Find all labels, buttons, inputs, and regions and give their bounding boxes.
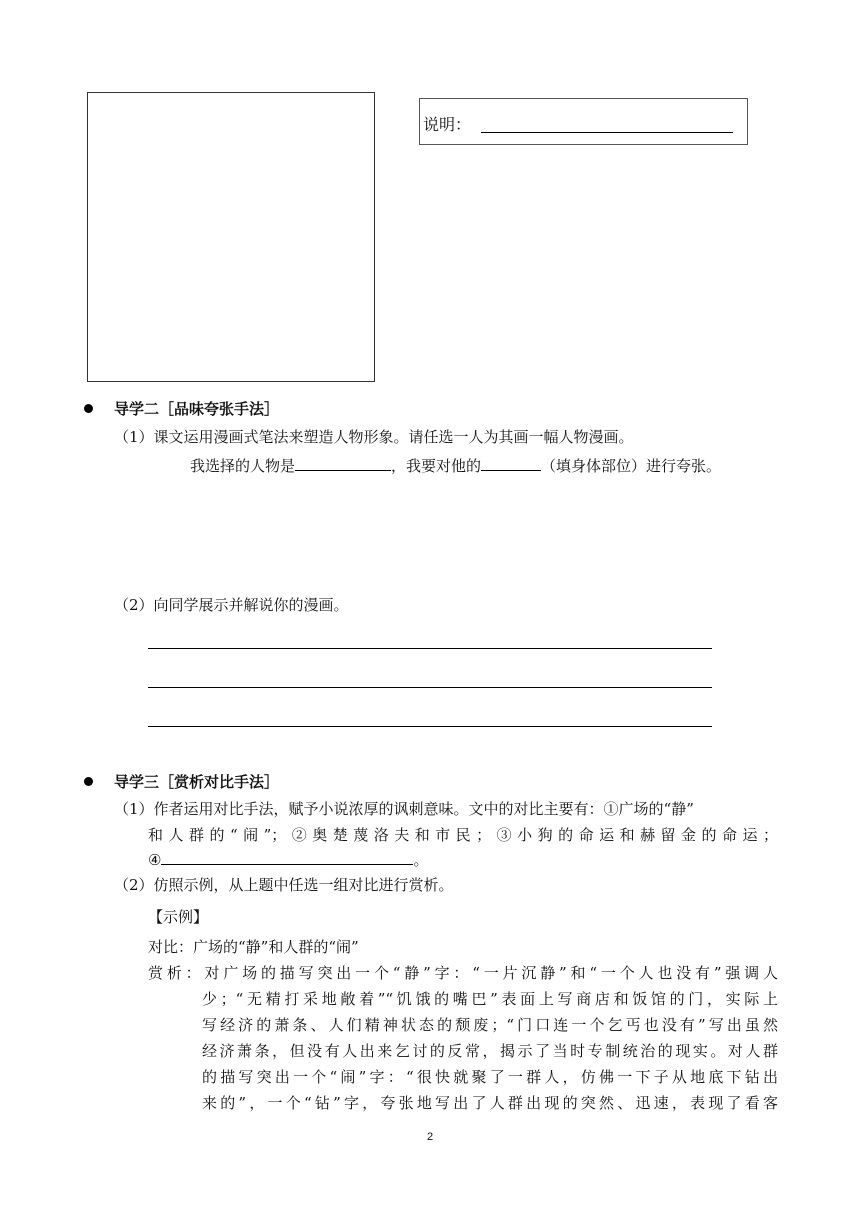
drawing-area [87,92,375,382]
answer-line[interactable] [148,648,712,649]
section3-q2: （2）仿照示例，从上题中任选一组对比进行赏析。 [114,876,454,894]
item-four-marker: ④ [148,851,162,869]
note-label: 说明： [423,115,472,134]
contrast-blank[interactable] [161,850,413,865]
answer-line[interactable] [148,687,712,688]
section2-q2: （2）向同学展示并解说你的漫画。 [114,596,349,614]
analysis-line: 经济萧条，但没有人出来乞讨的反常，揭示了当时专制统治的现实。对人群 [202,1042,778,1060]
note-answer-line[interactable] [481,132,733,133]
example-contrast: 对比：广场的“静”和人群的“闹” [148,938,359,956]
analysis-line: 写经济的萧条、人们精神状态的颓废；“门口连一个乞丐也没有”写出虽然 [202,1016,778,1034]
example-label: 【示例】 [148,908,209,926]
answer-line[interactable] [148,726,712,727]
section3-q1-line1: （1）作者运用对比手法，赋予小说浓厚的讽刺意味。文中的对比主要有：①广场的“静” [114,800,694,818]
page-number: 2 [426,1131,434,1143]
analysis-line: 赏析：对广场的描写突出一个“静”字：“一片沉静”和“一个人也没有”强调人 [148,964,778,982]
bullet-icon [84,777,93,786]
person-blank[interactable] [295,456,391,471]
section3-title: 导学三［赏析对比手法］ [114,773,280,791]
analysis-line: 少；“无精打采地敞着”“饥饿的嘴巴”表面上写商店和饭馆的门，实际上 [202,990,778,1008]
section2-q1: （1）课文运用漫画式笔法来塑造人物形象。请任选一人为其画一幅人物漫画。 [114,428,634,446]
section2-title: 导学二［品味夸张手法］ [114,400,280,418]
item-four-end: 。 [413,851,429,869]
fill-text-b: ，我要对他的 [391,457,482,475]
fill-text-a: 我选择的人物是 [190,457,296,475]
section2-q1-fill [190,455,721,476]
section3-q1-line3 [148,849,428,870]
fill-text-c: （填身体部位）进行夸张。 [541,457,722,475]
analysis-line: 来的”，一个“钻”字，夸张地写出了人群出现的突然、迅速，表现了看客 [202,1094,778,1112]
analysis-line: 的描写突出一个“闹”字：“很快就聚了一群人，仿佛一下子从地底下钻出 [202,1068,778,1086]
body-part-blank[interactable] [481,456,541,471]
bullet-icon [84,404,93,413]
note-box [419,98,748,145]
section3-q1-line2: 和人群的“闹”；②奥楚蔑洛夫和市民；③小狗的命运和赫留金的命运； [148,826,778,844]
